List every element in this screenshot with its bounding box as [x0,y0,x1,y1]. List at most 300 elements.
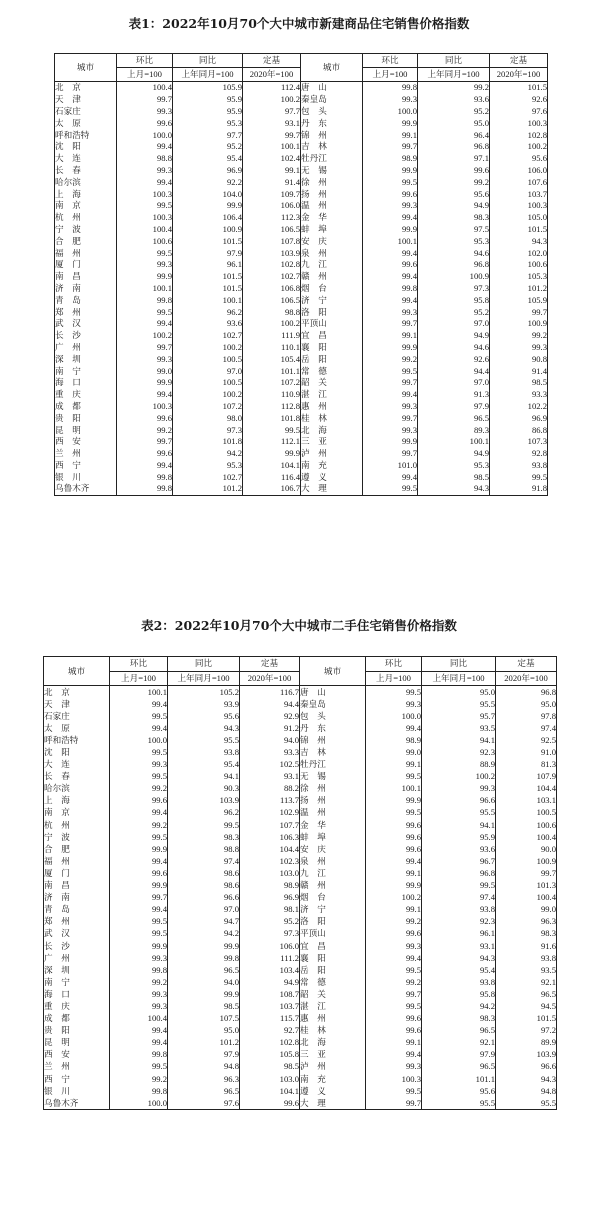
huanbi-value: 99.3 [110,1000,168,1012]
city-name: 郑 州 [55,306,117,318]
huanbi-value: 100.4 [110,1013,168,1025]
city-name: 遵 义 [300,1085,366,1097]
dingji-value: 99.9 [243,448,301,460]
huanbi-value: 99.5 [363,365,418,377]
huanbi-value: 99.3 [363,424,418,436]
huanbi-value: 99.3 [366,940,422,952]
dingji-value: 100.4 [496,831,557,843]
dingji-value: 102.0 [490,247,548,259]
city-name: 惠 州 [301,401,363,413]
tongbi-value: 95.8 [418,294,490,306]
tongbi-value: 95.3 [173,117,243,129]
huanbi-value: 100.3 [117,401,173,413]
tongbi-value: 93.6 [173,318,243,330]
dingji-value: 112.4 [243,82,301,94]
huanbi-value: 99.2 [110,976,168,988]
huanbi-value: 99.7 [117,436,173,448]
table-row [44,904,557,916]
huanbi-value: 99.5 [363,483,418,495]
dingji-value: 90.8 [490,353,548,365]
dingji-value: 81.3 [496,759,557,771]
col-base-tongbi: 上年同月=100 [422,671,496,686]
tongbi-value: 96.6 [168,892,240,904]
city-name: 平顶山 [300,928,366,940]
city-name: 贵 阳 [44,1025,110,1037]
huanbi-value: 99.4 [363,212,418,224]
dingji-value: 100.9 [490,318,548,330]
col-header-tongbi: 同比 [422,657,496,672]
city-name: 贵 阳 [55,412,117,424]
dingji-value: 97.3 [240,928,300,940]
city-name: 桂 林 [301,412,363,424]
col-header-huanbi: 环比 [110,657,168,672]
huanbi-value: 99.7 [363,318,418,330]
city-name: 丹 东 [300,722,366,734]
dingji-value: 95.6 [490,153,548,165]
city-name: 福 州 [55,247,117,259]
city-name: 昆 明 [55,424,117,436]
huanbi-value: 99.9 [110,940,168,952]
city-name: 韶 关 [301,377,363,389]
dingji-value: 93.3 [490,389,548,401]
dingji-value: 102.8 [243,259,301,271]
dingji-value: 95.0 [496,698,557,710]
city-name: 银 川 [44,1085,110,1097]
huanbi-value: 100.6 [117,235,173,247]
tongbi-value: 107.5 [168,1013,240,1025]
huanbi-value: 99.3 [117,259,173,271]
tongbi-value: 94.1 [422,819,496,831]
dingji-value: 98.8 [243,306,301,318]
table-row [44,771,557,783]
city-name: 无 锡 [301,165,363,177]
huanbi-value: 100.1 [117,283,173,295]
tongbi-value: 99.8 [168,952,240,964]
huanbi-value: 99.5 [366,771,422,783]
table-row [44,1013,557,1025]
city-name: 西 安 [55,436,117,448]
huanbi-value: 99.3 [366,1061,422,1073]
dingji-value: 112.1 [243,436,301,448]
city-name: 大 连 [55,153,117,165]
table2-body [44,686,557,1110]
dingji-value: 103.0 [240,1073,300,1085]
dingji-value: 96.3 [496,916,557,928]
huanbi-value: 99.9 [117,377,173,389]
table-row [44,1097,557,1110]
tongbi-value: 96.5 [422,1061,496,1073]
city-name: 蚌 埠 [300,831,366,843]
table-row [55,365,548,377]
table-row [55,176,548,188]
col-header-dingji: 定基 [240,657,300,672]
dingji-value: 111.9 [243,330,301,342]
dingji-value: 95.2 [240,916,300,928]
city-name: 无 锡 [300,771,366,783]
city-name: 金 华 [301,212,363,224]
city-name: 烟 台 [300,892,366,904]
dingji-value: 105.0 [490,212,548,224]
huanbi-value: 99.3 [110,952,168,964]
dingji-value: 102.2 [490,401,548,413]
huanbi-value: 99.6 [366,928,422,940]
city-name: 锦 州 [301,129,363,141]
huanbi-value: 99.7 [363,448,418,460]
dingji-value: 101.5 [490,224,548,236]
huanbi-value: 99.3 [117,165,173,177]
city-name: 宁 波 [44,831,110,843]
huanbi-value: 99.6 [110,795,168,807]
tongbi-value: 100.2 [173,389,243,401]
tongbi-value: 96.2 [168,807,240,819]
huanbi-value: 99.6 [117,117,173,129]
huanbi-value: 98.9 [363,153,418,165]
table-row [55,412,548,424]
table-row [55,117,548,129]
tongbi-value: 96.1 [422,928,496,940]
tongbi-value: 98.5 [418,471,490,483]
dingji-value: 106.3 [240,831,300,843]
city-name: 泸 州 [301,448,363,460]
tongbi-value: 95.0 [168,1025,240,1037]
huanbi-value: 99.1 [366,1037,422,1049]
dingji-value: 99.6 [240,1097,300,1110]
huanbi-value: 100.0 [117,129,173,141]
dingji-value: 106.0 [490,165,548,177]
col-base-dingji: 2020年=100 [240,671,300,686]
tongbi-value: 94.3 [168,722,240,734]
city-name: 长 沙 [55,330,117,342]
city-name: 合 肥 [55,235,117,247]
huanbi-value: 99.6 [363,188,418,200]
city-name: 温 州 [301,200,363,212]
tongbi-value: 98.8 [168,843,240,855]
city-name: 北 京 [44,686,110,699]
tongbi-value: 94.6 [418,247,490,259]
table-row [44,1061,557,1073]
huanbi-value: 99.7 [117,94,173,106]
huanbi-value: 99.7 [363,141,418,153]
city-name: 唐 山 [300,686,366,699]
huanbi-value: 99.4 [110,1037,168,1049]
tongbi-value: 98.3 [422,1013,496,1025]
table-row [44,759,557,771]
dingji-value: 98.3 [496,928,557,940]
col-base-huanbi: 上月=100 [117,68,173,82]
city-name: 南 充 [300,1073,366,1085]
city-name: 深 圳 [55,353,117,365]
huanbi-value: 99.8 [363,283,418,295]
city-name: 南 昌 [44,880,110,892]
tongbi-value: 101.5 [173,271,243,283]
huanbi-value: 99.4 [117,389,173,401]
table-row [55,153,548,165]
table-row [55,448,548,460]
dingji-value: 103.7 [240,1000,300,1012]
table-row [44,710,557,722]
huanbi-value: 100.3 [366,1073,422,1085]
dingji-value: 97.2 [496,1025,557,1037]
col-header-tongbi: 同比 [173,54,243,68]
tongbi-value: 95.2 [418,306,490,318]
tongbi-value: 97.4 [422,892,496,904]
city-name: 济 宁 [301,294,363,306]
tongbi-value: 96.4 [418,129,490,141]
city-name: 牡丹江 [300,759,366,771]
dingji-value: 90.0 [496,843,557,855]
col-header-dingji: 定基 [490,54,548,68]
city-name: 湛 江 [301,389,363,401]
dingji-value: 105.4 [243,353,301,365]
city-name: 桂 林 [300,1025,366,1037]
dingji-value: 116.7 [240,686,300,699]
city-name: 常 德 [300,976,366,988]
tongbi-value: 93.8 [422,904,496,916]
city-name: 郑 州 [44,916,110,928]
city-name: 福 州 [44,855,110,867]
city-name: 南 京 [44,807,110,819]
city-name: 平顶山 [301,318,363,330]
tongbi-value: 101.1 [422,1073,496,1085]
dingji-value: 106.5 [243,294,301,306]
table-row [44,1037,557,1049]
huanbi-value: 99.8 [117,471,173,483]
tongbi-value: 100.2 [173,342,243,354]
huanbi-value: 99.3 [117,353,173,365]
table-row [55,306,548,318]
tongbi-value: 93.6 [422,843,496,855]
huanbi-value: 99.1 [363,330,418,342]
dingji-value: 100.3 [490,200,548,212]
huanbi-value: 100.0 [110,734,168,746]
tongbi-value: 94.1 [168,771,240,783]
city-name: 沈 阳 [55,141,117,153]
city-name: 武 汉 [44,928,110,940]
dingji-value: 99.5 [490,471,548,483]
table-row [55,389,548,401]
tongbi-value: 96.6 [422,795,496,807]
city-name: 三 亚 [301,436,363,448]
dingji-value: 110.1 [243,342,301,354]
huanbi-value: 99.1 [363,129,418,141]
city-name: 海 口 [55,377,117,389]
huanbi-value: 99.4 [110,722,168,734]
tongbi-value: 99.3 [422,783,496,795]
dingji-value: 102.3 [240,855,300,867]
huanbi-value: 99.6 [366,819,422,831]
dingji-value: 104.4 [496,783,557,795]
tongbi-value: 100.9 [418,271,490,283]
city-name: 天 津 [44,698,110,710]
city-name: 大 理 [301,483,363,495]
tongbi-value: 95.6 [418,188,490,200]
tongbi-value: 97.9 [168,1049,240,1061]
dingji-value: 98.5 [490,377,548,389]
tongbi-value: 97.1 [418,153,490,165]
city-name: 乌鲁木齐 [55,483,117,495]
city-name: 泉 州 [300,855,366,867]
dingji-value: 100.2 [490,141,548,153]
tongbi-value: 96.5 [418,412,490,424]
huanbi-value: 99.7 [363,412,418,424]
city-name: 岳 阳 [300,964,366,976]
huanbi-value: 99.5 [366,964,422,976]
tongbi-value: 100.5 [173,353,243,365]
table-row [44,928,557,940]
city-name: 厦 门 [55,259,117,271]
dingji-value: 95.5 [496,1097,557,1110]
tongbi-value: 98.3 [168,831,240,843]
dingji-value: 96.8 [496,686,557,699]
tongbi-value: 102.7 [173,330,243,342]
city-name: 济 宁 [300,904,366,916]
city-name: 广 州 [55,342,117,354]
tongbi-value: 95.7 [422,710,496,722]
table-row [44,880,557,892]
city-name: 锦 州 [300,734,366,746]
dingji-value: 99.7 [243,129,301,141]
city-name: 韶 关 [300,988,366,1000]
tongbi-value: 94.2 [173,448,243,460]
col-header-dingji: 定基 [243,54,301,68]
city-name: 安 庆 [300,843,366,855]
city-name: 湛 江 [300,1000,366,1012]
table-row [55,247,548,259]
city-name: 三 亚 [300,1049,366,1061]
huanbi-value: 99.4 [110,807,168,819]
huanbi-value: 99.5 [117,200,173,212]
tongbi-value: 101.2 [173,483,243,495]
city-name: 兰 州 [55,448,117,460]
tongbi-value: 101.8 [173,436,243,448]
dingji-value: 107.7 [240,819,300,831]
huanbi-value: 99.9 [363,224,418,236]
huanbi-value: 99.9 [363,436,418,448]
table-row [55,353,548,365]
dingji-value: 106.8 [243,283,301,295]
huanbi-value: 99.6 [110,867,168,879]
huanbi-value: 99.4 [117,141,173,153]
city-name: 南 宁 [44,976,110,988]
table-row [55,436,548,448]
huanbi-value: 99.4 [110,1025,168,1037]
table-row [44,795,557,807]
dingji-value: 100.2 [243,318,301,330]
huanbi-value: 99.6 [366,831,422,843]
dingji-value: 98.5 [240,1061,300,1073]
table-row [44,867,557,879]
tongbi-value: 98.0 [173,412,243,424]
tongbi-value: 97.0 [418,318,490,330]
tongbi-value: 100.1 [418,436,490,448]
tongbi-value: 90.3 [168,783,240,795]
dingji-value: 92.6 [490,94,548,106]
dingji-value: 101.3 [496,880,557,892]
dingji-value: 102.5 [240,759,300,771]
dingji-value: 94.4 [240,698,300,710]
table-row [44,1025,557,1037]
col-base-tongbi: 上年同月=100 [168,671,240,686]
tongbi-value: 95.5 [422,807,496,819]
tongbi-value: 98.6 [168,867,240,879]
dingji-value: 91.4 [490,365,548,377]
table-row [44,940,557,952]
city-name: 徐 州 [300,783,366,795]
huanbi-value: 99.4 [366,722,422,734]
city-name: 金 华 [300,819,366,831]
table-row [44,1073,557,1085]
city-name: 吉 林 [300,746,366,758]
huanbi-value: 99.5 [366,686,422,699]
tongbi-value: 97.9 [422,1049,496,1061]
dingji-value: 99.2 [490,330,548,342]
col-header-huanbi: 环比 [117,54,173,68]
table1 [54,53,548,496]
table-row [55,283,548,295]
tongbi-value: 99.6 [418,165,490,177]
huanbi-value: 99.5 [117,306,173,318]
huanbi-value: 99.8 [117,294,173,306]
tongbi-value: 96.2 [173,306,243,318]
col-header-huanbi: 环比 [366,657,422,672]
table-row [55,106,548,118]
city-name: 吉 林 [301,141,363,153]
dingji-value: 100.2 [243,94,301,106]
city-name: 杭 州 [44,819,110,831]
tongbi-value: 95.5 [168,734,240,746]
dingji-value: 107.6 [490,176,548,188]
dingji-value: 106.0 [243,200,301,212]
tongbi-value: 95.9 [173,94,243,106]
tongbi-value: 104.0 [173,188,243,200]
huanbi-value: 99.9 [117,271,173,283]
table-row [44,892,557,904]
dingji-value: 101.8 [243,412,301,424]
huanbi-value: 99.3 [363,200,418,212]
huanbi-value: 100.4 [117,82,173,94]
city-name: 徐 州 [301,176,363,188]
dingji-value: 94.9 [240,976,300,988]
city-name: 九 江 [301,259,363,271]
huanbi-value: 99.2 [366,976,422,988]
tongbi-value: 107.2 [173,401,243,413]
tongbi-value: 93.8 [422,976,496,988]
dingji-value: 108.7 [240,988,300,1000]
dingji-value: 91.4 [243,176,301,188]
city-name: 襄 阳 [300,952,366,964]
col-base-huanbi: 上月=100 [363,68,418,82]
header-row [55,54,548,68]
dingji-value: 94.3 [496,1073,557,1085]
tongbi-value: 94.2 [168,928,240,940]
dingji-value: 99.5 [243,424,301,436]
huanbi-value: 99.3 [117,106,173,118]
table1-body [55,82,548,496]
huanbi-value: 99.4 [117,460,173,472]
table-row [55,471,548,483]
city-name: 海 口 [44,988,110,1000]
table-row [55,460,548,472]
city-name: 泉 州 [301,247,363,259]
dingji-value: 103.9 [496,1049,557,1061]
tongbi-value: 101.5 [173,235,243,247]
city-name: 南 京 [55,200,117,212]
city-name: 宜 昌 [300,940,366,952]
city-name: 成 都 [55,401,117,413]
huanbi-value: 98.8 [117,153,173,165]
huanbi-value: 99.6 [366,1013,422,1025]
city-name: 遵 义 [301,471,363,483]
